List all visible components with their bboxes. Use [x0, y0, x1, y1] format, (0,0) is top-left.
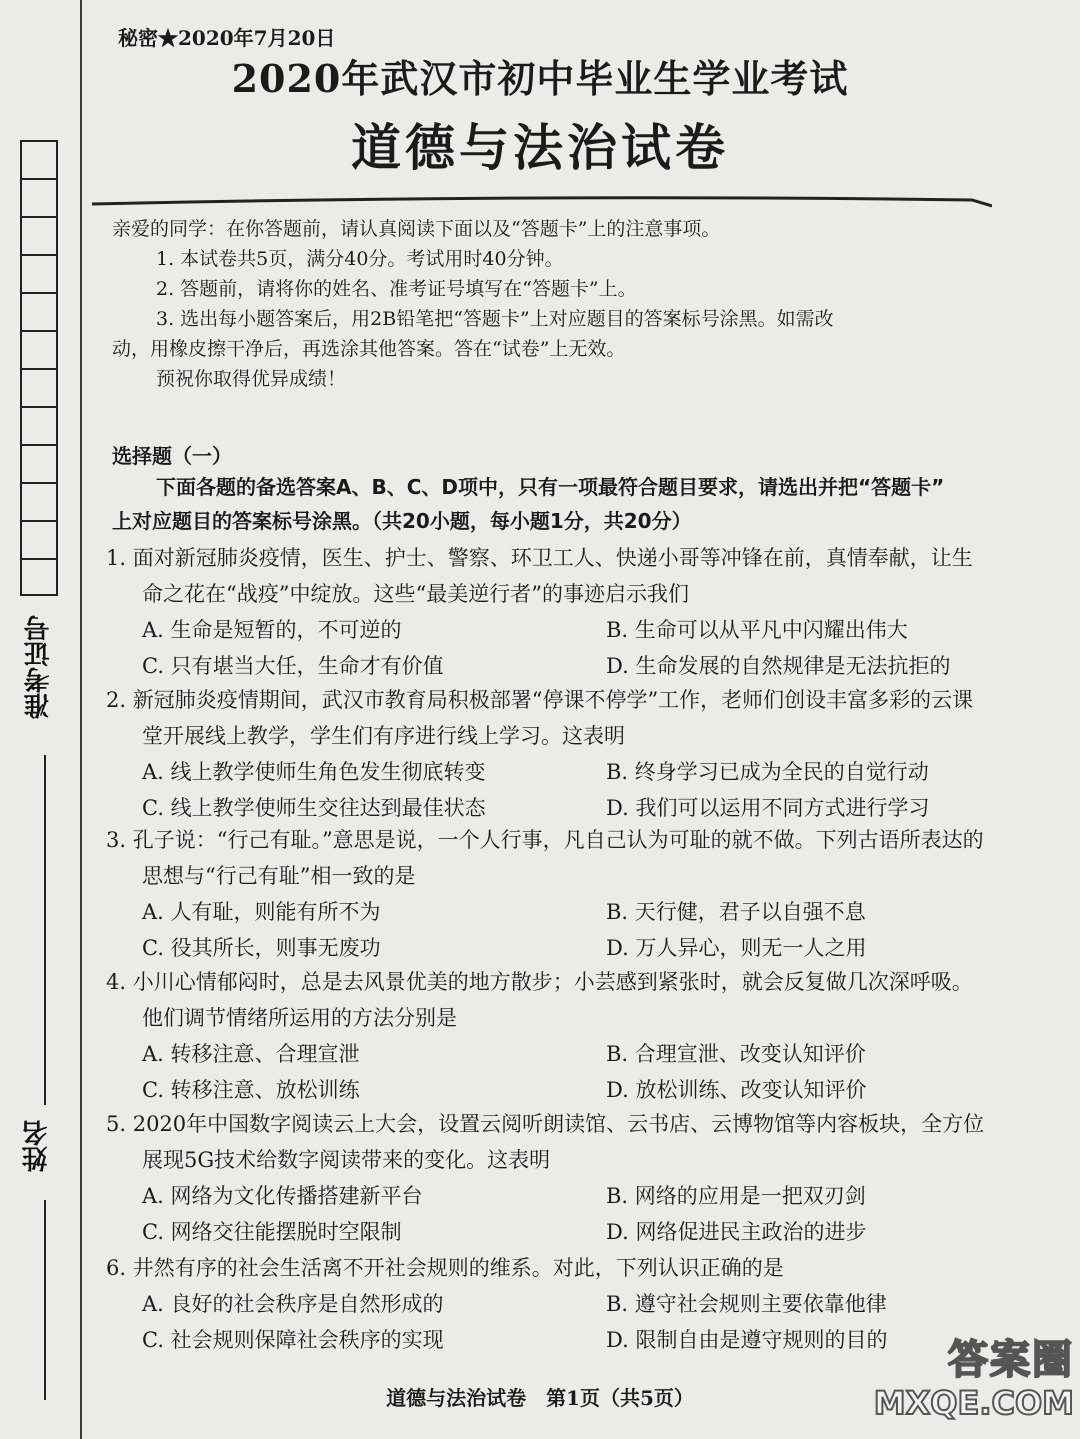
option-b: B. 遵守社会规则主要依靠他律	[606, 1292, 887, 1316]
section-title: 选择题（一）	[112, 444, 232, 468]
question-6	[106, 1250, 986, 1358]
notice-item: 1. 本试卷共5页，满分40分。考试用时40分钟。	[156, 248, 564, 270]
option-d: D. 放松训练、改变认知评价	[606, 1078, 867, 1102]
option-b: B. 天行健，君子以自强不息	[606, 900, 866, 924]
option-a: A. 生命是短暂的，不可逆的	[142, 618, 402, 642]
id-box	[20, 520, 58, 558]
question-1	[106, 540, 986, 684]
option-a: A. 人有耻，则能有所不为	[142, 900, 381, 924]
id-box	[20, 178, 58, 216]
option-a: A. 线上教学使师生角色发生彻底转变	[142, 760, 486, 784]
id-box	[20, 216, 58, 254]
question-stem: 5. 2020年中国数字阅读云上大会，设置云阅听朗读馆、云书店、云博物馆等内容板块，全方位展现5G技术给数字阅读带来的变化。这表明	[106, 1112, 985, 1172]
option-b: B. 生命可以从平凡中闪耀出伟大	[606, 618, 908, 642]
secret-stamp: 秘密★2020年7月20日	[118, 26, 336, 50]
question-3	[106, 822, 986, 966]
option-c: C. 只有堪当大任，生命才有价值	[142, 654, 444, 678]
option-c: C. 线上教学使师生交往达到最佳状态	[142, 796, 486, 820]
exam-title: 2020年武汉市初中毕业生学业考试	[231, 56, 849, 101]
notice-intro: 亲爱的同学：在你答题前，请认真阅读下面以及“答题卡”上的注意事项。	[112, 218, 721, 240]
notice-item: 3. 选出每小题答案后，用2B铅笔把“答题卡”上对应题目的答案标号涂黑。如需改	[156, 308, 834, 330]
option-d: D. 网络促进民主政治的进步	[606, 1220, 867, 1244]
question-stem: 2. 新冠肺炎疫情期间，武汉市教育局积极部署“停课不停学”工作，老师们创设丰富多彩的云课堂开展线上教学，学生们有序进行线上学习。这表明	[106, 688, 974, 748]
watermark-bottom: MXQE.COM	[873, 1384, 1074, 1422]
name-line	[44, 1200, 46, 1400]
question-4	[106, 964, 986, 1108]
option-b: B. 终身学习已成为全民的自觉行动	[606, 760, 929, 784]
notice-item: 动，用橡皮擦干净后，再选涂其他答案。答在“试卷”上无效。	[112, 338, 626, 360]
page-footer: 道德与法治试卷 第1页（共5页）	[386, 1386, 694, 1410]
question-stem: 1. 面对新冠肺炎疫情，医生、护士、警察、环卫工人、快递小哥等冲锋在前，真情奉献，让生命之花在“战疫”中绽放。这些“最美逆行者”的事迹启示我们	[106, 546, 973, 606]
option-c: C. 役其所长，则事无废功	[142, 936, 381, 960]
watermark-top: 答案圈	[948, 1337, 1074, 1383]
paper-title: 道德与法治试卷	[351, 118, 729, 177]
question-5	[106, 1106, 986, 1250]
id-box	[20, 254, 58, 292]
option-a: A. 良好的社会秩序是自然形成的	[142, 1292, 444, 1316]
question-stem: 3. 孔子说：“行己有耻。”意思是说，一个人行事，凡自己认为可耻的就不做。下列古语所表达的思想与“行己有耻”相一致的是	[106, 828, 984, 888]
question-stem: 4. 小川心情郁闷时，总是去风景优美的地方散步；小芸感到紧张时，就会反复做几次深呼吸。他们调节情绪所运用的方法分别是	[106, 970, 973, 1030]
question-stem: 6. 井然有序的社会生活离不开社会规则的维系。对此，下列认识正确的是	[106, 1256, 784, 1280]
question-options	[106, 894, 986, 966]
question-options	[106, 1036, 986, 1108]
instruction-line: 上对应题目的答案标号涂黑。（共20小题，每小题1分，共20分）	[112, 509, 692, 533]
id-box	[20, 444, 58, 482]
admission-number-label: 准考证号	[24, 615, 54, 719]
option-c: C. 网络交往能摆脱时空限制	[142, 1220, 402, 1244]
id-box	[20, 330, 58, 368]
id-number-boxes	[20, 140, 60, 596]
question-options	[106, 1178, 986, 1250]
notice-block	[112, 214, 992, 394]
option-d: D. 我们可以运用不同方式进行学习	[606, 796, 930, 820]
id-box	[20, 292, 58, 330]
option-a: A. 网络为文化传播搭建新平台	[142, 1184, 423, 1208]
id-box	[20, 482, 58, 520]
header-rule	[92, 194, 992, 208]
name-label: 姓名	[22, 1120, 52, 1172]
option-b: B. 合理宣泄、改变认知评价	[606, 1042, 866, 1066]
notice-item: 2. 答题前，请将你的姓名、准考证号填写在“答题卡”上。	[156, 278, 637, 300]
question-options	[106, 754, 986, 826]
id-box	[20, 558, 58, 596]
id-box	[20, 368, 58, 406]
option-d: D. 生命发展的自然规律是无法抗拒的	[606, 654, 951, 678]
question-options	[106, 1286, 986, 1358]
id-box	[20, 406, 58, 444]
option-d: D. 限制自由是遵守规则的目的	[606, 1328, 888, 1352]
notice-wish: 预祝你取得优异成绩！	[156, 368, 347, 390]
option-c: C. 社会规则保障社会秩序的实现	[142, 1328, 444, 1352]
section-instruction	[112, 470, 992, 538]
option-b: B. 网络的应用是一把双刃剑	[606, 1184, 866, 1208]
instruction-line: 下面各题的备选答案A、B、C、D项中，只有一项最符合题目要求，请选出并把“答题卡”	[156, 475, 945, 499]
question-2	[106, 682, 986, 826]
watermark-logo	[873, 1328, 1078, 1434]
option-c: C. 转移注意、放松训练	[142, 1078, 360, 1102]
question-options	[106, 612, 986, 684]
option-d: D. 万人异心，则无一人之用	[606, 936, 867, 960]
option-a: A. 转移注意、合理宣泄	[142, 1042, 360, 1066]
admission-number-line	[44, 755, 46, 1105]
binding-line	[80, 0, 82, 1439]
